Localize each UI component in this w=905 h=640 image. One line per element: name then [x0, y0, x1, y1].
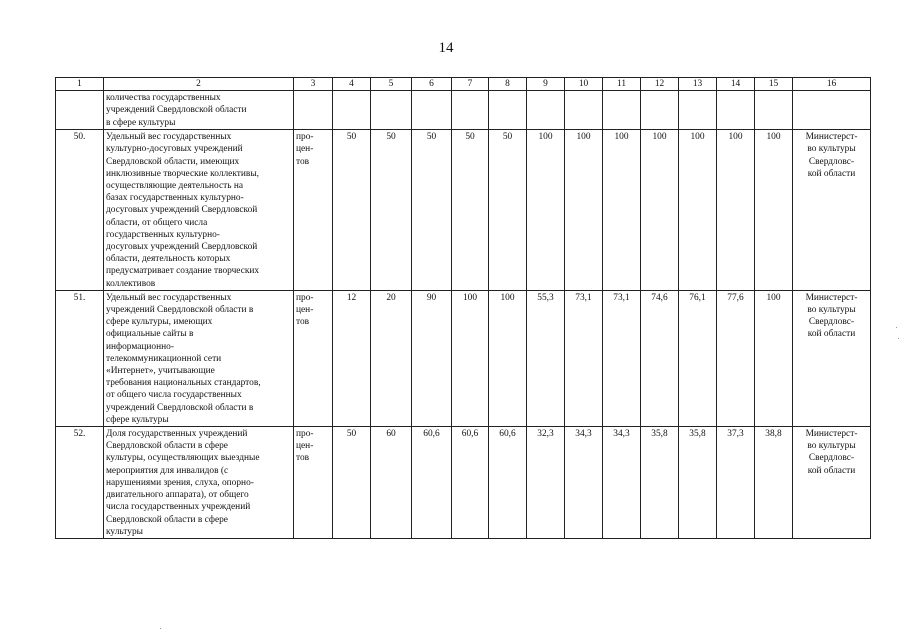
empty-cell	[294, 91, 333, 130]
scan-speck	[898, 338, 899, 339]
row-number: 50.	[56, 130, 104, 291]
text-line: двигательного аппарата), от общего	[106, 490, 249, 501]
text-line: учреждений Свердловской области в	[106, 305, 254, 316]
column-number: 6	[412, 78, 452, 91]
continuation-text	[104, 91, 294, 130]
text-line: числа государственных учреждений	[106, 502, 251, 513]
text-line: досуговых учреждений Свердловской	[106, 205, 258, 216]
column-number: 2	[104, 78, 294, 91]
text-line: телекоммуникационной сети	[106, 353, 222, 364]
text-line: тов	[296, 317, 310, 328]
value-cell: 100	[603, 130, 641, 291]
text-line: Министерст-	[805, 429, 858, 440]
continuation-row	[56, 91, 871, 130]
value-cell: 60	[371, 427, 412, 539]
text-line: культуры, осуществляющих выездные	[106, 453, 260, 464]
text-line: тов	[296, 156, 310, 167]
column-number: 13	[679, 78, 717, 91]
empty-cell	[565, 91, 603, 130]
text-line: Свердловс-	[808, 317, 855, 328]
empty-cell	[679, 91, 717, 130]
value-cell: 50	[452, 130, 489, 291]
text-line: количества государственных	[106, 93, 221, 104]
value-cell: 20	[371, 290, 412, 426]
value-cell: 100	[755, 130, 793, 291]
value-cell: 73,1	[603, 290, 641, 426]
indicators-table	[55, 77, 871, 539]
text-line: кой области	[807, 465, 856, 476]
text-line: культурно-досуговых учреждений	[106, 144, 243, 155]
text-line: про-	[296, 429, 314, 440]
value-cell: 50	[371, 130, 412, 291]
value-cell: 100	[641, 130, 679, 291]
column-number: 10	[565, 78, 603, 91]
column-number: 12	[641, 78, 679, 91]
value-cell: 32,3	[527, 427, 565, 539]
text-line: Министерст-	[805, 132, 858, 143]
value-cell: 100	[755, 290, 793, 426]
text-line: цен-	[296, 305, 314, 316]
value-cell: 90	[412, 290, 452, 426]
value-cell: 35,8	[679, 427, 717, 539]
responsible-cell	[793, 130, 871, 291]
text-line: официальные сайты в	[106, 329, 194, 340]
empty-cell	[489, 91, 527, 130]
text-line: информационно-	[106, 341, 174, 352]
text-line: области, от общего числа	[106, 217, 208, 228]
text-line: тов	[296, 453, 310, 464]
empty-cell	[56, 91, 104, 130]
text-line: базах государственных культурно-	[106, 193, 244, 204]
page-number: 14	[438, 40, 454, 56]
text-line: коллективов	[106, 278, 156, 289]
text-line: Свердловс-	[808, 453, 855, 464]
text-line: в сфере культуры	[106, 117, 176, 128]
value-cell: 74,6	[641, 290, 679, 426]
text-line: про-	[296, 292, 314, 303]
scan-speck	[160, 628, 161, 629]
text-line: Удельный вес государственных	[106, 132, 232, 143]
value-cell: 34,3	[565, 427, 603, 539]
column-number: 4	[333, 78, 371, 91]
value-cell: 60,6	[489, 427, 527, 539]
empty-cell	[793, 91, 871, 130]
text-line: Министерст-	[805, 292, 858, 303]
value-cell: 50	[333, 427, 371, 539]
text-line: нарушениями зрения, слуха, опорно-	[106, 477, 254, 488]
value-cell: 34,3	[603, 427, 641, 539]
unit-cell	[294, 427, 333, 539]
value-cell: 38,8	[755, 427, 793, 539]
text-line: осуществляющие деятельность на	[106, 181, 244, 192]
text-line: «Интернет», учитывающие	[106, 366, 215, 377]
column-number: 1	[56, 78, 104, 91]
indicator-text	[104, 290, 294, 426]
column-number: 3	[294, 78, 333, 91]
text-line: Доля государственных учреждений	[106, 429, 248, 440]
scan-speck	[896, 327, 897, 328]
value-cell: 12	[333, 290, 371, 426]
unit-cell	[294, 290, 333, 426]
column-number: 14	[717, 78, 755, 91]
value-cell: 77,6	[717, 290, 755, 426]
value-cell: 50	[489, 130, 527, 291]
value-cell: 100	[565, 130, 603, 291]
empty-cell	[371, 91, 412, 130]
empty-cell	[755, 91, 793, 130]
value-cell: 50	[412, 130, 452, 291]
empty-cell	[603, 91, 641, 130]
column-number-row	[56, 78, 871, 91]
value-cell: 37,3	[717, 427, 755, 539]
text-line: требования национальных стандартов,	[106, 378, 261, 389]
text-line: культуры	[106, 526, 143, 537]
indicator-row-52	[56, 427, 871, 539]
value-cell: 100	[489, 290, 527, 426]
empty-cell	[412, 91, 452, 130]
column-number: 8	[489, 78, 527, 91]
value-cell: 60,6	[412, 427, 452, 539]
text-line: области, деятельность которых	[106, 254, 231, 265]
column-number: 11	[603, 78, 641, 91]
value-cell: 73,1	[565, 290, 603, 426]
text-line: учреждений Свердловской области	[106, 105, 247, 116]
text-line: Свердловской области, имеющих	[106, 156, 240, 167]
responsible-cell	[793, 290, 871, 426]
value-cell: 60,6	[452, 427, 489, 539]
text-line: цен-	[296, 441, 314, 452]
column-number: 7	[452, 78, 489, 91]
empty-cell	[333, 91, 371, 130]
value-cell: 100	[717, 130, 755, 291]
text-line: во культуры	[807, 441, 856, 452]
responsible-cell	[793, 427, 871, 539]
text-line: кой области	[807, 168, 856, 179]
column-number: 9	[527, 78, 565, 91]
indicator-text	[104, 427, 294, 539]
empty-cell	[527, 91, 565, 130]
unit-cell	[294, 130, 333, 291]
empty-cell	[641, 91, 679, 130]
text-line: сфере культуры, имеющих	[106, 317, 213, 328]
text-line: мероприятия для инвалидов (с	[106, 465, 229, 476]
column-number: 16	[793, 78, 871, 91]
row-number: 52.	[56, 427, 104, 539]
value-cell: 55,3	[527, 290, 565, 426]
text-line: государственных культурно-	[106, 229, 220, 240]
column-number: 5	[371, 78, 412, 91]
text-line: учреждений Свердловской области в	[106, 402, 254, 413]
text-line: Свердловс-	[808, 156, 855, 167]
text-line: во культуры	[807, 305, 856, 316]
value-cell: 35,8	[641, 427, 679, 539]
value-cell: 100	[527, 130, 565, 291]
text-line: Удельный вес государственных	[106, 292, 232, 303]
text-line: кой области	[807, 329, 856, 340]
indicator-text	[104, 130, 294, 291]
value-cell: 100	[452, 290, 489, 426]
row-number: 51.	[56, 290, 104, 426]
text-line: цен-	[296, 144, 314, 155]
text-line: во культуры	[807, 144, 856, 155]
text-line: Свердловской области в сфере	[106, 441, 228, 452]
text-line: от общего числа государственных	[106, 390, 242, 401]
text-line: инклюзивные творческие коллективы,	[106, 168, 259, 179]
text-line: досуговых учреждений Свердловской	[106, 242, 258, 253]
column-number: 15	[755, 78, 793, 91]
value-cell: 50	[333, 130, 371, 291]
text-line: сфере культуры	[106, 414, 169, 425]
value-cell: 100	[679, 130, 717, 291]
indicator-row-51	[56, 290, 871, 426]
text-line: про-	[296, 132, 314, 143]
indicator-row-50	[56, 130, 871, 291]
text-line: предусматривает создание творческих	[106, 266, 260, 277]
empty-cell	[717, 91, 755, 130]
empty-cell	[452, 91, 489, 130]
value-cell: 76,1	[679, 290, 717, 426]
text-line: Свердловской области в сфере	[106, 514, 228, 525]
